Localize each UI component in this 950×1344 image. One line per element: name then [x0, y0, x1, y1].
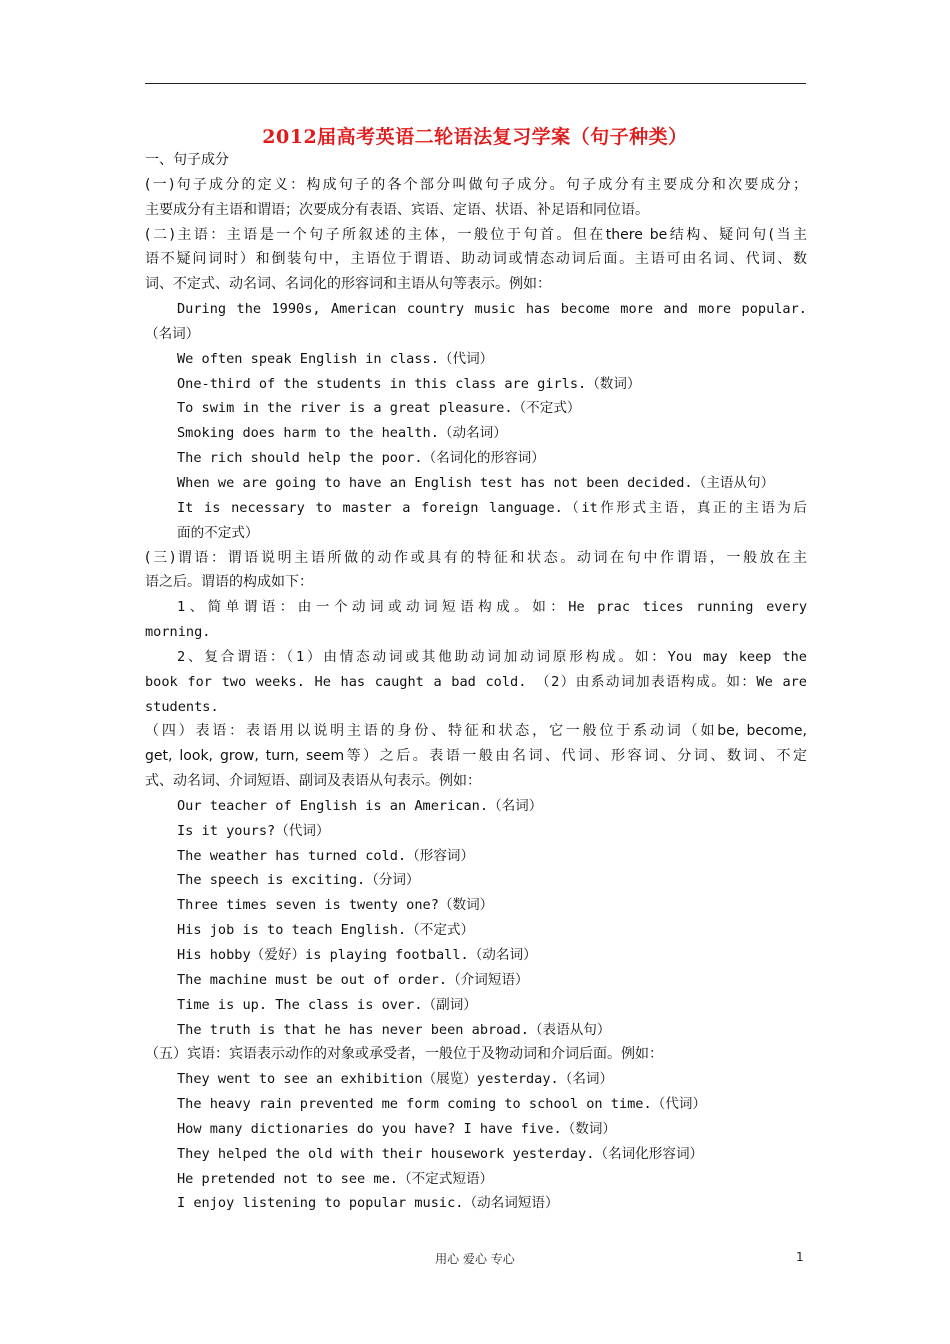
- text-line: 语不疑问词时）和倒装句中，主语位于谓语、助动词或情态动词后面。主语可由名词、代词、数: [145, 251, 807, 268]
- text-line: (三)谓语：谓语说明主语所做的动作或具有的特征和状态。动词在句中作谓语，一般放在主: [145, 549, 807, 566]
- text-line: （名词）: [145, 325, 200, 342]
- text-line: 语之后。谓语的构成如下：: [145, 574, 313, 591]
- text-line: I enjoy listening to popular music.（动名词短语）: [177, 1195, 559, 1212]
- text-line: The rich should help the poor.（名词化的形容词）: [177, 450, 545, 467]
- document-title: 2012届高考英语二轮语法复习学案（句子种类）: [262, 126, 688, 148]
- text-line: morning.: [145, 624, 211, 641]
- text-line: 一、句子成分: [145, 152, 229, 168]
- text-line: The heavy rain prevented me form coming to school on time.（代词）: [177, 1096, 707, 1113]
- header-rule: [145, 83, 806, 84]
- text-line: （四）表语：表语用以说明主语的身份、特征和状态，它一般位于系动词（如be, become,: [145, 723, 807, 740]
- text-line: Smoking does harm to the health.（动名词）: [177, 425, 507, 442]
- text-line: They went to see an exhibition（展览）yesterday.（名词）: [177, 1071, 614, 1088]
- text-line: 面的不定式）: [177, 524, 259, 541]
- text-line: One-third of the students in this class are girls.（数词）: [177, 375, 641, 392]
- text-line: Time is up. The class is over.（副词）: [177, 996, 477, 1013]
- text-line: 2、复合谓语：（1）由情态动词或其他助动词加动词原形构成。如：You may keep the: [177, 648, 807, 665]
- text-line: (一)句子成分的定义：构成句子的各个部分叫做句子成分。句子成分有主要成分和次要成分；: [145, 176, 807, 193]
- text-line: He pretended not to see me.（不定式短语）: [177, 1170, 494, 1187]
- text-line: To swim in the river is a great pleasure.（不定式）: [177, 400, 581, 417]
- text-line: It is necessary to master a foreign language.（it作形式主语，真正的主语为后: [177, 499, 807, 516]
- text-line: （五）宾语：宾语表示动作的对象或承受者，一般位于及物动词和介词后面。例如：: [145, 1046, 663, 1063]
- text-line: 1、简单谓语：由一个动词或动词短语构成。如：He prac tices running every: [177, 599, 807, 616]
- text-line: How many dictionaries do you have? I have five.（数词）: [177, 1120, 617, 1137]
- text-line: 词、不定式、动名词、名词化的形容词和主语从句等表示。例如：: [145, 276, 551, 293]
- text-line: Our teacher of English is an American.（名词）: [177, 797, 543, 814]
- text-line: During the 1990s, American country music has become more and more popular.: [177, 301, 807, 318]
- text-line: students.: [145, 698, 219, 715]
- page-number: 1: [796, 1250, 804, 1264]
- text-line: Three times seven is twenty one?（数词）: [177, 897, 494, 914]
- text-line: The speech is exciting.（分词）: [177, 872, 420, 889]
- text-line: His hobby（爱好）is playing football.（动名词）: [177, 947, 537, 963]
- text-line: get, look, grow, turn, seem等）之后。表语一般由名词、代词、形容词、分词、数词、不定: [145, 748, 807, 765]
- text-line: The truth is that he has never been abroad.（表语从句）: [177, 1021, 611, 1038]
- text-line: book for two weeks. He has caught a bad cold. （2）由系动词加表语构成。如：We are: [145, 673, 807, 690]
- text-line: When we are going to have an English test has not been decided.（主语从句）: [177, 474, 775, 491]
- text-line: The machine must be out of order.（介词短语）: [177, 971, 529, 988]
- document-body: [145, 148, 807, 1216]
- text-line: His job is to teach English.（不定式）: [177, 922, 475, 939]
- text-line: 主要成分有主语和谓语；次要成分有表语、宾语、定语、状语、补足语和同位语。: [145, 201, 649, 218]
- text-line: The weather has turned cold.（形容词）: [177, 847, 475, 864]
- text-line: We often speak English in class.（代词）: [177, 350, 494, 367]
- text-line: Is it yours?（代词）: [177, 822, 330, 839]
- text-line: 式、动名词、介词短语、副词及表语从句表示。例如：: [145, 773, 481, 790]
- text-line: They helped the old with their housework yesterday.（名词化形容词）: [177, 1145, 704, 1162]
- page-footer: 用心 爱心 专心: [435, 1252, 515, 1266]
- text-line: (二)主语：主语是一个句子所叙述的主体，一般位于句首。但在there be结构、疑问句(当主: [145, 226, 807, 243]
